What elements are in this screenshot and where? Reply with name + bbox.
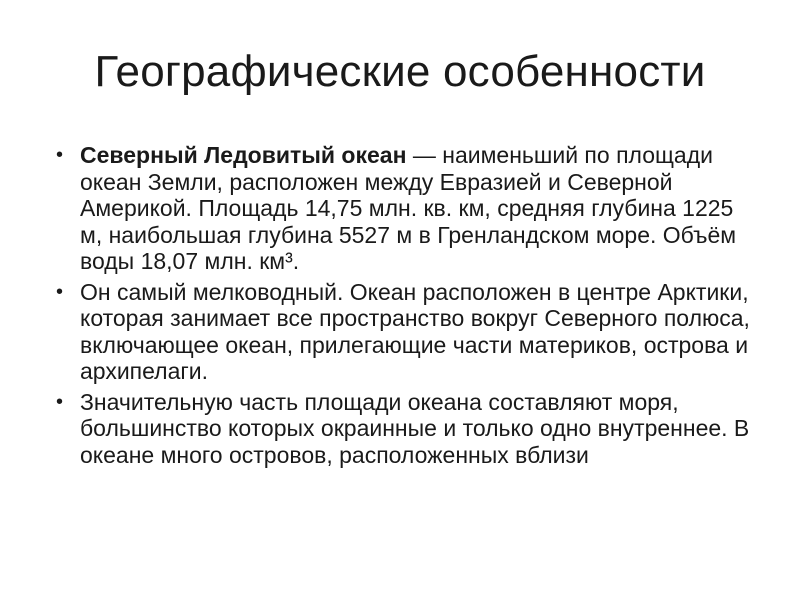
bullet-marker: • xyxy=(56,390,64,413)
bullet-1-bold-text: Северный Ледовитый океан xyxy=(80,142,407,168)
bullet-item-1 xyxy=(56,142,756,275)
bullet-marker: • xyxy=(56,280,64,303)
bullet-item-3 xyxy=(56,389,756,469)
bullet-list xyxy=(56,142,756,472)
bullet-1-text: — наименьший по площади океан Земли, расположен между Евразией и Северной Америкой. Площадь 14,75 млн. кв. км, средняя глубина 1225 м, наибольшая глубина 5527 м в Гренландском море. Объём воды 18,07 млн. км³. xyxy=(80,142,737,274)
bullet-marker: • xyxy=(56,144,64,166)
bullet-item-2 xyxy=(56,279,756,385)
bullet-2-text: Он самый мелководный. Океан расположен в центре Арктики, которая занимает все пространство вокруг Северного полюса, включающее океан, прилегающие части материков, острова и архипелаги. xyxy=(80,278,750,384)
slide-title: Географические особенности xyxy=(94,47,706,96)
bullet-3-text: Значительную часть площади океана составляют моря, большинство которых окраинные и только одно внутреннее. В океане много островов, расположенных вблизи xyxy=(80,388,750,468)
